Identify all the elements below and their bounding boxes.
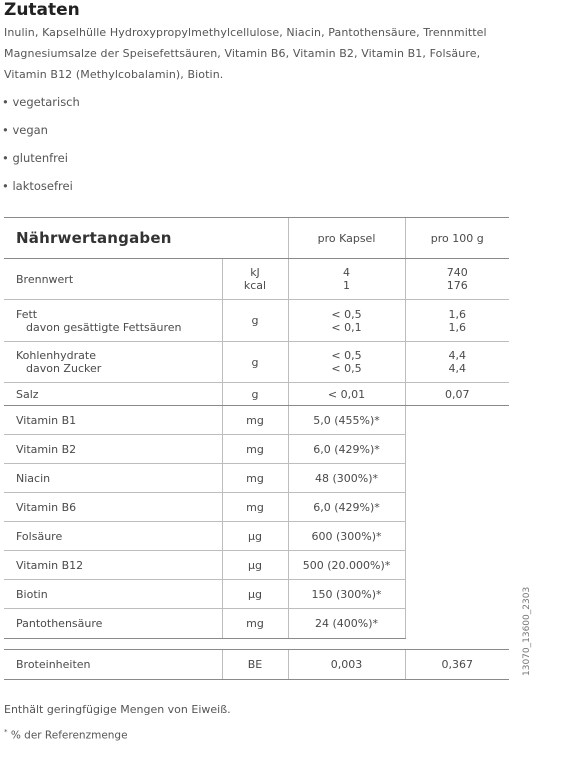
footnote-protein: Enthält geringfügige Mengen von Eiweiß. [4,703,231,716]
tag-item: • vegetarisch [2,95,80,109]
table-row: Folsäure µg 600 (300%)* [4,522,509,551]
table-row: Broteinheiten BE 0,003 0,367 [4,650,509,680]
table-row: Biotin µg 150 (300%)* [4,580,509,609]
table-row: Pantothensäure mg 24 (400%)* [4,609,509,639]
table-row: Salz g < 0,01 0,07 [4,383,509,406]
table-row: Vitamin B1 mg 5,0 (455%)* [4,406,509,435]
product-code: 13070_13600_2303 [522,586,532,676]
table-row: Niacin mg 48 (300%)* [4,464,509,493]
ingredients-text: Inulin, Kapselhülle Hydroxypropylmethylcellulose, Niacin, Pantothensäure, Trennmittel Magnesiumsalze der Speisefettsäuren, Vitamin B6, Vitamin B2, Vitamin B1, Folsäure, Vitamin B12 (Methylcobalamin), Biotin. [4,26,487,81]
column-header-per-100g: pro 100 g [405,218,509,259]
footnote-reference: * % der Referenzmenge [4,728,128,742]
table-row: Vitamin B6 mg 6,0 (429%)* [4,493,509,522]
table-row: Kohlenhydrate davon Zucker g < 0,5 < 0,5 4,4 4,4 [4,342,509,383]
nutrition-table [4,217,509,680]
table-row: Fett davon gesättigte Fettsäuren g < 0,5 < 0,1 1,6 1,6 [4,300,509,342]
section-title: Zutaten [4,0,80,20]
table-header-title: Nährwertangaben [4,218,222,259]
table-row: Vitamin B2 mg 6,0 (429%)* [4,435,509,464]
column-header-per-capsule: pro Kapsel [288,218,405,259]
tag-item: • glutenfrei [2,151,68,165]
tag-item: • laktosefrei [2,179,73,193]
tag-item: • vegan [2,123,48,137]
table-row: Vitamin B12 µg 500 (20.000%)* [4,551,509,580]
table-row: Brennwert kJ kcal 4 1 740 176 [4,259,509,300]
table-header-row [4,218,509,259]
